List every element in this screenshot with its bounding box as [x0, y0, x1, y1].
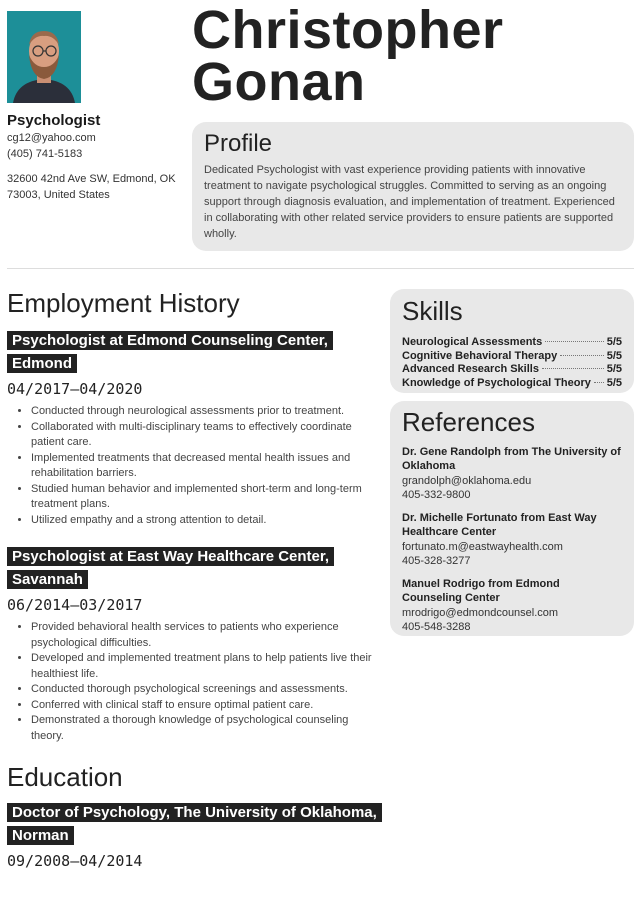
reference-name: Dr. Gene Randolph from The University of Oklahoma: [402, 446, 621, 472]
skill-level: 5/5: [606, 349, 622, 362]
job-dates: 04/2017—04/2020: [7, 380, 143, 398]
bullet-item: • Utilized empathy and a strong attention to detail.: [31, 513, 377, 529]
references-section: [390, 401, 634, 636]
last-name: Gonan: [192, 52, 366, 112]
address-line-2: 73003, United States: [7, 188, 110, 201]
reference-name: Manuel Rodrigo from Edmond Counseling Center: [402, 578, 560, 604]
skill-level: 5/5: [606, 336, 622, 348]
bullet-item: • Demonstrated a thorough knowledge of psychological counseling theory.: [31, 713, 377, 744]
bullet-item: • Collaborated with multi-disciplinary teams to effectively coordinate patient care.: [31, 420, 377, 451]
skill-name: Knowledge of Psychological Theory: [402, 376, 591, 389]
dot-leader: [542, 368, 604, 369]
profile-section: [192, 122, 634, 251]
job-title: Psychologist at Edmond Counseling Center, Edmond: [7, 331, 333, 373]
phone[interactable]: (405) 741-5183: [7, 147, 83, 160]
reference-entry: [402, 446, 622, 502]
skill-row: [402, 363, 622, 377]
address-line-1: 32600 42nd Ave SW, Edmond, OK: [7, 173, 176, 185]
skill-list: [402, 336, 622, 390]
skill-row: [402, 377, 622, 391]
first-name: Christopher: [192, 0, 504, 60]
bullet-item: • Conducted thorough psychological screenings and assessments.: [31, 682, 377, 698]
degree-title: Doctor of Psychology, The University of Oklahoma, Norman: [7, 803, 382, 845]
skill-row: [402, 336, 622, 350]
reference-phone[interactable]: 405-548-3288: [402, 620, 471, 633]
education-dates: 09/2008—04/2014: [7, 852, 143, 870]
skill-name: Cognitive Behavioral Therapy: [402, 349, 558, 362]
reference-entry: [402, 578, 622, 634]
job-entry: [7, 545, 377, 744]
address: [7, 172, 187, 203]
job-bullets: [7, 404, 377, 528]
skill-row: [402, 350, 622, 364]
job-entry: [7, 329, 377, 528]
reference-email[interactable]: grandolph@oklahoma.edu: [402, 475, 532, 487]
skills-section: [390, 289, 634, 393]
skill-name: Neurological Assessments: [402, 336, 543, 348]
profile-photo: [7, 11, 81, 103]
bullet-item: • Conducted through neurological assessments prior to treatment.: [31, 404, 377, 420]
dot-leader: [594, 382, 604, 383]
full-name: [192, 0, 504, 112]
reference-email[interactable]: fortunato.m@eastwayhealth.com: [402, 541, 563, 553]
bullet-item: • Conferred with clinical staff to ensure optimal patient care.: [31, 698, 377, 714]
bullet-item: • Provided behavioral health services to patients who experience psychological difficulties.: [31, 620, 377, 651]
bullet-item: • Studied human behavior and implemented short-term and long-term treatment plans.: [31, 482, 377, 513]
job-role: Psychologist: [7, 112, 101, 129]
bullet-item: • Developed and implemented treatment plans to help patients live their healthiest life.: [31, 651, 377, 682]
bullet-item: • Implemented treatments that decreased mental health issues and rehabilitation barriers.: [31, 451, 377, 482]
person-portrait-icon: [7, 11, 81, 103]
references-heading: References: [402, 407, 535, 437]
skill-name: Advanced Research Skills: [402, 363, 539, 375]
education-entry: [7, 801, 377, 871]
reference-phone[interactable]: 405-328-3277: [402, 554, 471, 567]
profile-text: Dedicated Psychologist with vast experience providing patients with innovative treatment to navigate psychological struggles. Committed to serving as an ongoing support through diagnosis evaluation, and implementation of treatment. Experienced in collaborating with other related service providers to ensure patients are supported wholly.: [204, 164, 615, 240]
email[interactable]: cg12@yahoo.com: [7, 132, 96, 144]
dot-leader: [560, 355, 603, 356]
employment-heading: Employment History: [7, 288, 240, 318]
job-bullets: [7, 620, 377, 744]
skill-level: 5/5: [606, 363, 622, 375]
dot-leader: [545, 341, 604, 342]
profile-heading: Profile: [204, 130, 273, 157]
section-divider: [7, 268, 634, 269]
reference-phone[interactable]: 405-332-9800: [402, 488, 471, 501]
education-heading: Education: [7, 762, 123, 792]
skill-level: 5/5: [606, 376, 622, 389]
reference-name: Dr. Michelle Fortunato from East Way Healthcare Center: [402, 512, 597, 538]
job-dates: 06/2014—03/2017: [7, 596, 143, 614]
contact-info: [7, 131, 96, 162]
reference-email[interactable]: mrodrigo@edmondcounsel.com: [402, 607, 559, 619]
job-title: Psychologist at East Way Healthcare Center, Savannah: [7, 547, 334, 589]
skills-heading: Skills: [402, 296, 463, 326]
reference-entry: [402, 512, 622, 568]
